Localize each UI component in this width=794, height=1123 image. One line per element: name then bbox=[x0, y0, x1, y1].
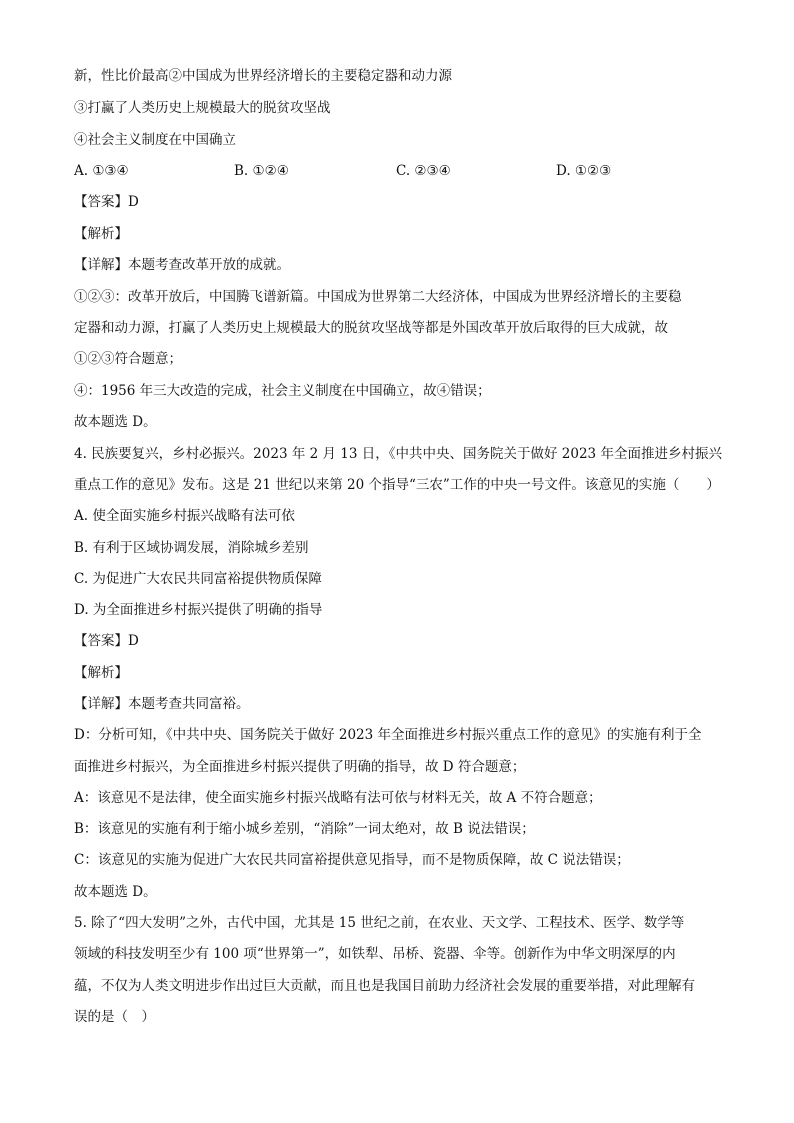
q3-answer: 【答案】D bbox=[74, 194, 139, 210]
q4-option-b: B. 有利于区域协调发展，消除城乡差别 bbox=[74, 540, 309, 556]
q3-detail-heading: 【详解】本题考查改革开放的成就。 bbox=[74, 257, 290, 273]
q5-stem-1: 5. 除了“四大发明”之外，古代中国，尤其是 15 世纪之前，在农业、天文学、工程技术、医学、数学等 bbox=[74, 915, 685, 931]
q5-stem-4: 误的是（ ） bbox=[74, 1009, 155, 1025]
q4-analysis-heading: 【解析】 bbox=[74, 665, 128, 681]
q3-explanation-5: 故本题选 D。 bbox=[74, 414, 157, 430]
q3-explanation-4: ④：1956 年三大改造的完成，社会主义制度在中国确立，故④错误； bbox=[74, 383, 491, 399]
q3-option-b: B. ①②④ bbox=[234, 163, 289, 179]
q4-explanation-4: B：该意见的实施有利于缩小城乡差别，“消除”一词太绝对，故 B 说法错误； bbox=[74, 821, 535, 837]
q4-option-c: C. 为促进广大农民共同富裕提供物质保障 bbox=[74, 571, 322, 587]
q4-explanation-5: C：该意见的实施为促进广大农民共同富裕提供意见指导，而不是物质保障，故 C 说法错误； bbox=[74, 852, 630, 868]
q4-option-d: D. 为全面推进乡村振兴提供了明确的指导 bbox=[74, 602, 323, 618]
q4-explanation-1: D：分析可知，《中共中央、国务院关于做好 2023 年全面推进乡村振兴重点工作的意见》的实施有利于全 bbox=[74, 727, 702, 743]
q4-stem-2: 重点工作的意见》发布。这是 21 世纪以来第 20 个指导“三农”工作的中央一号文件。该意见的实施（ ） bbox=[74, 477, 720, 493]
q4-explanation-3: A：该意见不是法律，使全面实施乡村振兴战略有法可依与材料无关，故 A 不符合题意； bbox=[74, 790, 602, 806]
q3-explanation-2: 定器和动力源，打赢了人类历史上规模最大的脱贫攻坚战等都是外国改革开放后取得的巨大成就，故 bbox=[74, 320, 668, 336]
q3-explanation-1: ①②③：改革开放后，中国腾飞谱新篇。中国成为世界第二大经济体，中国成为世界经济增长的主要稳 bbox=[74, 289, 682, 305]
q4-detail-heading: 【详解】本题考查共同富裕。 bbox=[74, 696, 250, 712]
q3-explanation-3: ①②③符合题意； bbox=[74, 351, 182, 367]
q3-line-1: 新，性比价最高②中国成为世界经济增长的主要稳定器和动力源 bbox=[74, 68, 452, 84]
q5-stem-2: 领域的科技发明至少有 100 项“世界第一”，如铁犁、吊桥、瓷器、伞等。创新作为中华文明深厚的内 bbox=[74, 946, 676, 962]
q3-option-c: C. ②③④ bbox=[396, 163, 451, 179]
q3-line-2: ③打赢了人类历史上规模最大的脱贫攻坚战 bbox=[74, 100, 331, 116]
q3-option-a: A. ①③④ bbox=[74, 163, 129, 179]
q5-stem-3: 蕴，不仅为人类文明进步作出过巨大贡献，而且也是我国目前助力经济社会发展的重要举措，对此理解有 bbox=[74, 978, 695, 994]
q4-stem-1: 4. 民族要复兴，乡村必振兴。2023 年 2 月 13 日，《中共中央、国务院关于做好 2023 年全面推进乡村振兴 bbox=[74, 446, 722, 462]
q3-analysis-heading: 【解析】 bbox=[74, 226, 128, 242]
q4-explanation-2: 面推进乡村振兴，为全面推进乡村振兴提供了明确的指导，故 D 符合题意； bbox=[74, 759, 526, 775]
q4-option-a: A. 使全面实施乡村振兴战略有法可依 bbox=[74, 508, 295, 524]
q4-answer: 【答案】D bbox=[74, 633, 139, 649]
q3-line-3: ④社会主义制度在中国确立 bbox=[74, 132, 236, 148]
q4-explanation-6: 故本题选 D。 bbox=[74, 884, 157, 900]
q3-option-d: D. ①②③ bbox=[556, 163, 612, 179]
